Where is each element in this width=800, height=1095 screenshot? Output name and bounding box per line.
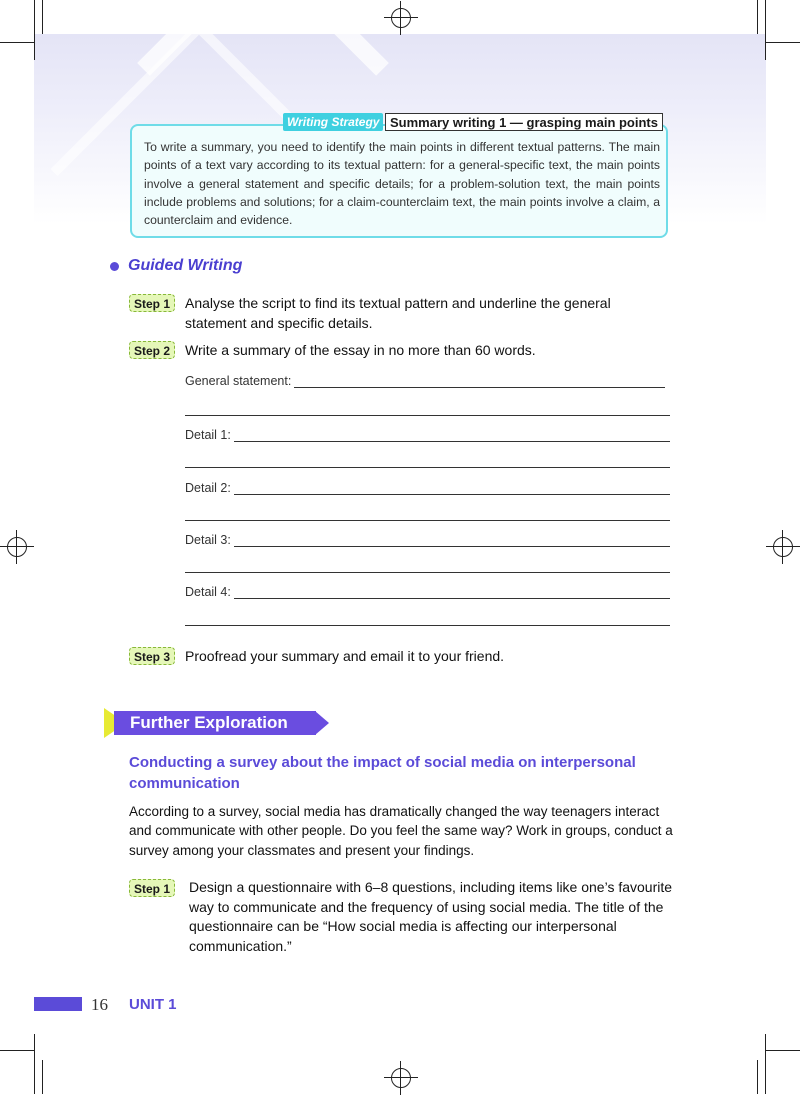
bullet-icon [110,262,119,271]
registration-mark-icon [773,537,793,557]
strategy-tag: Writing Strategy [283,113,383,131]
step-text: Design a questionnaire with 6–8 questions, including items like one’s favourite way to communicate and the frequency of using social media. The title of the questionnaire can be “How social media is affecting our interpersonal communication.” [189,879,673,954]
step-badge: Step 1 [129,879,175,897]
writing-line[interactable] [185,506,670,521]
strategy-title: Summary writing 1 — grasping main points [385,113,663,131]
unit-label: UNIT 1 [129,996,177,1013]
field-label: Detail 3: [185,533,234,547]
step-badge: Step 2 [129,341,175,359]
further-exploration-paragraph: According to a survey, social media has dramatically changed the way teenagers interact and communicate with other people. Do you feel the same way? Work in groups, conduct a survey among your classmates and present your findings. [129,804,673,858]
step-text: Proofread your summary and email it to your friend. [185,648,505,664]
detail-1-field[interactable] [185,427,670,442]
registration-mark-icon [391,1068,411,1088]
writing-line[interactable] [185,401,670,416]
writing-line[interactable] [185,611,670,626]
banner-tip [315,711,329,735]
detail-3-field[interactable] [185,532,670,547]
further-exploration-banner: Further Exploration [114,711,316,735]
strategy-text: To write a summary, you need to identify the main points in different textual patterns. The main points of a text vary according to its textual pattern: for a general-specific text, the main points involve a general statement and specific details; for a problem-solution text, the main points include problems and solutions; for a claim-counterclaim text, the main points involve a claim, a counterclaim and evidence. [144,140,660,228]
field-label: Detail 4: [185,585,234,599]
detail-4-field[interactable] [185,584,670,599]
field-label: General statement: [185,374,294,388]
guided-writing-heading: Guided Writing [128,257,243,274]
writing-line[interactable] [185,558,670,573]
field-label: Detail 2: [185,481,234,495]
writing-line[interactable] [185,453,670,468]
step-badge: Step 3 [129,647,175,665]
registration-mark-icon [7,537,27,557]
step-text: Write a summary of the essay in no more than 60 words. [185,342,536,358]
further-exploration-subtitle: Conducting a survey about the impact of social media on interpersonal communication [129,754,636,792]
step-text: Analyse the script to find its textual pattern and underline the general statement and specific details. [185,295,611,331]
registration-mark-icon [391,8,411,28]
step-badge: Step 1 [129,294,175,312]
field-label: Detail 1: [185,428,234,442]
page-number: 16 [91,995,108,1014]
detail-2-field[interactable] [185,480,670,495]
footer-bar [34,997,82,1011]
